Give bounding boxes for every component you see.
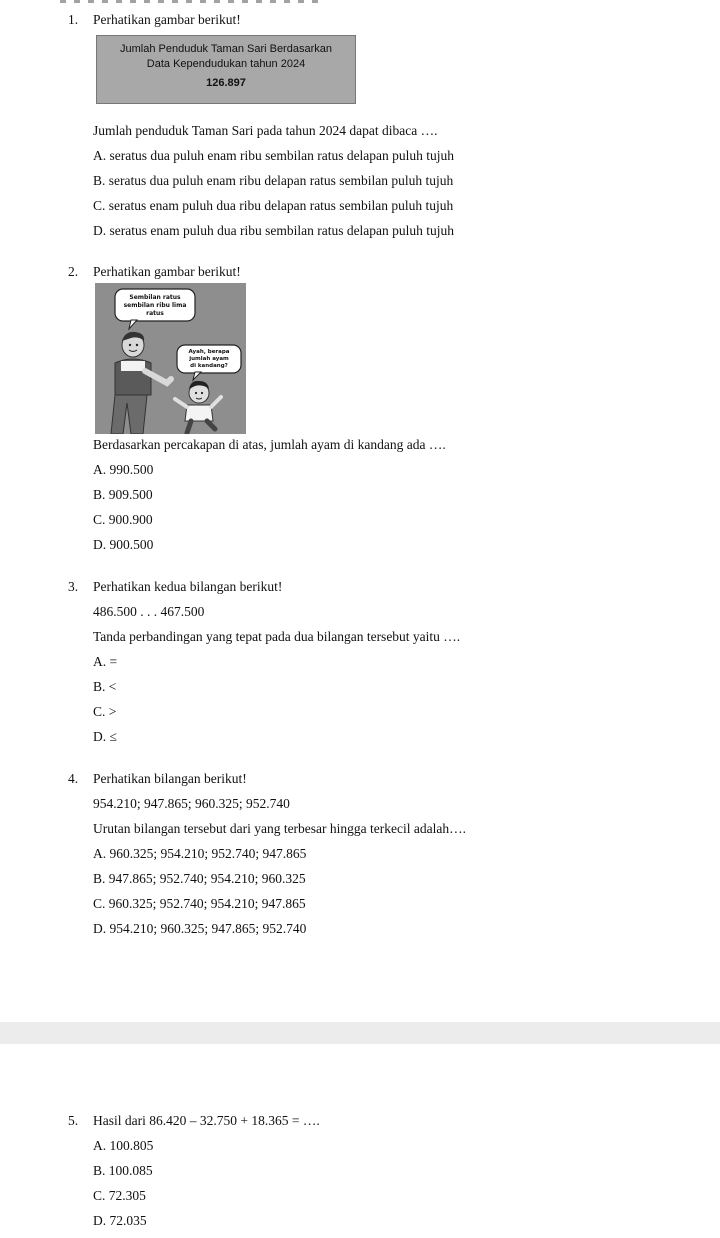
q3-option-c[interactable]: C. > — [93, 704, 117, 719]
q2-option-d[interactable]: D. 900.500 — [93, 537, 154, 552]
q4-prompt: Perhatikan bilangan berikut! — [93, 771, 247, 786]
q1-option-c[interactable]: C. seratus enam puluh dua ribu delapan ratus sembilan puluh tujuh — [93, 198, 454, 213]
child-bubble-tail — [193, 372, 201, 380]
q5-option-a[interactable]: A. 100.805 — [93, 1138, 154, 1153]
q2-question: Berdasarkan percakapan di atas, jumlah ayam di kandang ada …. — [93, 437, 446, 452]
father-figure — [111, 332, 171, 434]
q1-option-a[interactable]: A. seratus dua puluh enam ribu sembilan ratus delapan puluh tujuh — [93, 148, 455, 163]
q3-option-a[interactable]: A. = — [93, 654, 118, 669]
page-break-divider — [0, 1022, 720, 1044]
child-figure — [175, 381, 221, 433]
q4-option-a[interactable]: A. 960.325; 954.210; 952.740; 947.865 — [93, 846, 307, 861]
q1-population-box — [96, 35, 356, 104]
q5-option-c[interactable]: C. 72.305 — [93, 1188, 146, 1203]
child-bubble-line2: jumlah ayam — [189, 356, 229, 362]
cropped-previous-text — [60, 0, 320, 3]
child-bubble-line3: di kandang? — [190, 363, 228, 369]
q2-prompt: Perhatikan gambar berikut! — [93, 264, 241, 279]
q1-question: Jumlah penduduk Taman Sari pada tahun 2024 dapat dibaca …. — [93, 123, 438, 138]
q4-option-d[interactable]: D. 954.210; 960.325; 947.865; 952.740 — [93, 921, 307, 936]
q2-option-a[interactable]: A. 990.500 — [93, 462, 154, 477]
q4-numbers: 954.210; 947.865; 960.325; 952.740 — [93, 796, 290, 811]
father-bubble-line1: Sembilan ratus — [129, 294, 181, 301]
q3-expression: 486.500 . . . 467.500 — [93, 604, 205, 619]
q1-option-d[interactable]: D. seratus enam puluh dua ribu sembilan ratus delapan puluh tujuh — [93, 223, 455, 238]
q3-option-b[interactable]: B. < — [93, 679, 117, 694]
q5-number: 5. — [68, 1113, 79, 1128]
q1-box-value: 126.897 — [206, 77, 246, 89]
father-bubble-tail — [129, 320, 137, 329]
q1-number: 1. — [68, 12, 79, 27]
child-bubble-line1: Ayah, berapa — [188, 349, 230, 355]
q5-option-d[interactable]: D. 72.035 — [93, 1213, 147, 1228]
father-bubble-line2: sembilan ribu lima — [123, 302, 187, 309]
q3-prompt: Perhatikan kedua bilangan berikut! — [93, 579, 283, 594]
q1-box-line1: Jumlah Penduduk Taman Sari Berdasarkan — [120, 43, 332, 55]
q4-number: 4. — [68, 771, 79, 786]
q2-option-b[interactable]: B. 909.500 — [93, 487, 153, 502]
father-bubble-line3: ratus — [146, 310, 164, 317]
illustration-svg — [95, 283, 246, 434]
q2-number: 2. — [68, 264, 79, 279]
q3-number: 3. — [68, 579, 79, 594]
q1-option-b[interactable]: B. seratus dua puluh enam ribu delapan ratus sembilan puluh tujuh — [93, 173, 454, 188]
father-child-illustration — [95, 283, 246, 434]
q1-box-line2: Data Kependudukan tahun 2024 — [146, 58, 306, 70]
q4-option-c[interactable]: C. 960.325; 952.740; 954.210; 947.865 — [93, 896, 306, 911]
q4-question: Urutan bilangan tersebut dari yang terbesar hingga terkecil adalah…. — [93, 821, 466, 836]
q5-option-b[interactable]: B. 100.085 — [93, 1163, 153, 1178]
q5-question: Hasil dari 86.420 – 32.750 + 18.365 = …. — [93, 1113, 320, 1128]
q3-option-d[interactable]: D. ≤ — [93, 729, 117, 744]
q3-question: Tanda perbandingan yang tepat pada dua bilangan tersebut yaitu …. — [93, 629, 461, 644]
q2-option-c[interactable]: C. 900.900 — [93, 512, 153, 527]
q1-prompt: Perhatikan gambar berikut! — [93, 12, 241, 27]
q4-option-b[interactable]: B. 947.865; 952.740; 954.210; 960.325 — [93, 871, 306, 886]
